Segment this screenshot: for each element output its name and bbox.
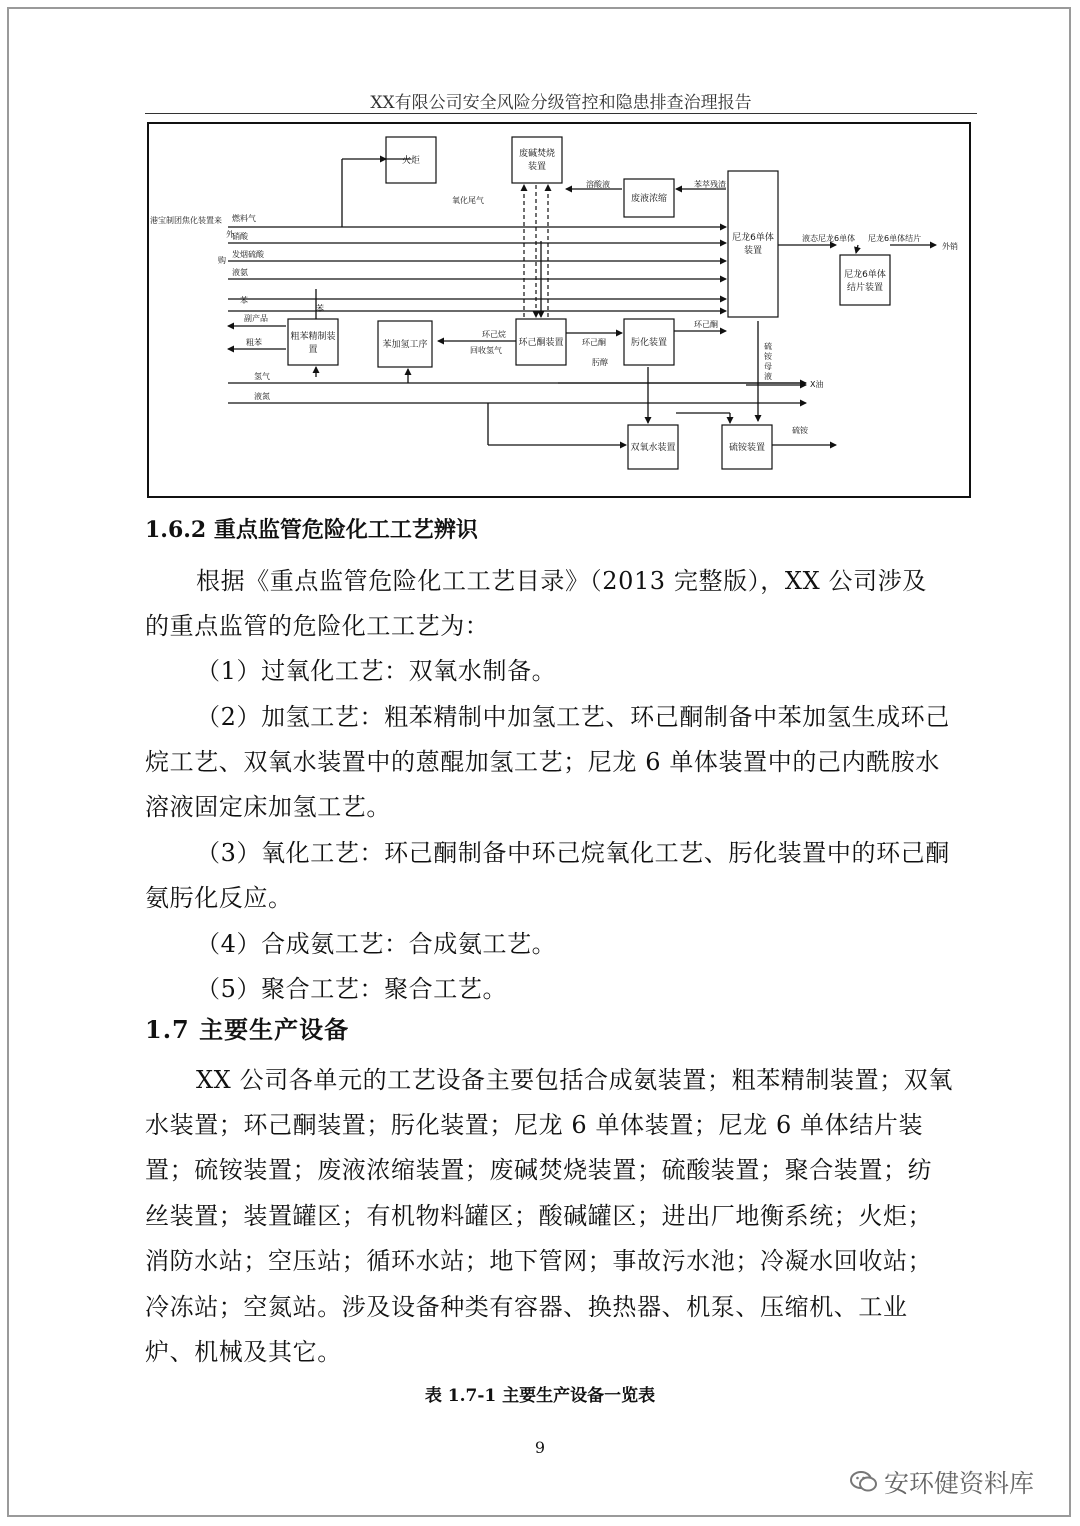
equipment-line-4: 丝装置；装置罐区；有机物料罐区；酸碱罐区；进出厂地衡系统；火炬； <box>145 1202 933 1230</box>
label-acid-3: 母 <box>764 362 772 371</box>
equipment-line-2: 水装置；环己酮装置；肟化装置；尼龙 6 单体装置；尼龙 6 单体结片装 <box>145 1111 924 1139</box>
item-1: （1）过氧化工艺：双氧水制备。 <box>196 657 557 685</box>
label-source2: 外 <box>226 230 234 239</box>
waste-alkali-label-1: 废碱焚烧 <box>518 149 556 159</box>
item-3-line-1: （3）氧化工艺：环己酮制备中环己烷氧化工艺、肟化装置中的环己酮 <box>196 839 950 867</box>
nylon-chip-label-1: 尼龙6单体 <box>844 270 886 280</box>
oxime-label: 肟化装置 <box>630 338 668 348</box>
label-monomer-liquid: 液态尼龙6单体 <box>802 234 856 243</box>
label-benzene2: 苯 <box>316 304 324 313</box>
equipment-line-5: 消防水站；空压站；循环水站；地下管网；事故污水池；冷凝水回收站； <box>145 1247 933 1275</box>
label-phenol: 肟醇 <box>592 358 608 367</box>
label-acid-2: 铵 <box>764 352 772 361</box>
label-export: 外销 <box>942 242 958 251</box>
nylon-monomer-label-2: 装置 <box>743 246 763 256</box>
item-5: （5）聚合工艺：聚合工艺。 <box>196 975 508 1003</box>
item-4: （4）合成氨工艺：合成氨工艺。 <box>196 930 557 958</box>
label-ammonia: 液氨 <box>232 268 248 277</box>
cyclohexanone-label: 环己酮装置 <box>518 338 564 348</box>
intro-line-1: 根据《重点监管危险化工工艺目录》（2013 完整版），XX 公司涉及 <box>196 567 927 595</box>
wechat-icon <box>850 1470 878 1494</box>
nylon-monomer-box <box>728 171 778 317</box>
watermark <box>850 1464 1034 1500</box>
label-cyclohexanone2: 环己酮 <box>582 338 606 347</box>
item-2-line-2: 烷工艺、双氧水装置中的蒽醌加氢工艺；尼龙 6 单体装置中的己内酰胺水 <box>145 748 940 776</box>
section-1-6-2-heading: 1.6.2 重点监管危险化工工艺辨识 <box>145 517 478 543</box>
header-rule <box>145 113 977 114</box>
nylon-chip-label-2: 结片装置 <box>846 283 884 293</box>
table-caption: 表 1.7-1 主要生产设备一览表 <box>424 1386 656 1406</box>
equipment-line-1: XX 公司各单元的工艺设备主要包括合成氨装置；粗苯精制装置；双氧 <box>196 1066 953 1094</box>
equipment-line-3: 置；硫铵装置；废液浓缩装置；废碱焚烧装置；硫酸装置；聚合装置；纺 <box>145 1156 933 1184</box>
label-crude-benzene: 粗苯 <box>246 338 262 347</box>
process-flow-diagram <box>146 121 972 499</box>
benzene-refine-label-1: 粗苯精制装 <box>290 332 336 342</box>
label-source: 港宝制团焦化装置来 <box>150 216 222 225</box>
label-fuel-gas: 燃料气 <box>232 214 256 223</box>
benzene-refine-box <box>288 319 338 365</box>
label-waste-water: 溶酸液 <box>586 180 610 189</box>
label-ammonium-out: 硫铵 <box>792 426 808 435</box>
equipment-line-6: 冷冻站；空氮站。涉及设备种类有容器、换热器、机泵、压缩机、工业 <box>145 1293 908 1321</box>
label-recycle-h: 回收氢气 <box>470 346 502 355</box>
item-3-line-2: 氨肟化反应。 <box>145 884 293 912</box>
page-number: 9 <box>534 1438 546 1457</box>
nylon-monomer-label-1: 尼龙6单体 <box>732 233 774 243</box>
label-oxidation-tail: 氧化尾气 <box>452 196 484 205</box>
waste-alkali-box <box>512 137 562 183</box>
label-benzene: 苯 <box>240 296 248 305</box>
running-header: XX有限公司安全风险分级管控和隐患排查治理报告 <box>370 93 752 113</box>
item-2-line-3: 溶液固定床加氢工艺。 <box>145 793 391 821</box>
label-cyclohexane: 环己烷 <box>482 330 506 339</box>
waste-alkali-label-2: 装置 <box>527 162 547 172</box>
label-nitric: 硝酸 <box>232 232 248 241</box>
label-hydrogen: 氢气 <box>254 372 270 381</box>
label-chip-out: 尼龙6单体结片 <box>868 234 922 243</box>
intro-line-2: 的重点监管的危险化工工艺为： <box>145 612 490 640</box>
section-1-7-heading: 1.7 主要生产设备 <box>145 1015 350 1044</box>
watermark-text: 安环健资料库 <box>884 1469 1035 1498</box>
benzene-refine-label-2: 置 <box>308 345 318 355</box>
label-acid-4: 液 <box>764 372 772 381</box>
hydrogen-peroxide-label: 双氧水装置 <box>630 443 676 453</box>
item-2-line-1: （2）加氢工艺：粗苯精制中加氢工艺、环己酮制备中苯加氢生成环己 <box>196 703 950 731</box>
label-cyclohexanone3: 环己酮 <box>694 320 718 329</box>
label-sulfuric: 发烟硫酸 <box>232 250 264 259</box>
torch-label: 火炬 <box>401 156 421 166</box>
waste-liquid-label: 废液浓缩 <box>630 194 668 204</box>
equipment-line-7: 炉、机械及其它。 <box>145 1338 342 1366</box>
nylon-chip-box <box>840 255 890 305</box>
label-to: 购 <box>218 256 226 265</box>
label-acid-1: 硫 <box>764 342 772 351</box>
ammonium-sulfate-label: 硫铵装置 <box>728 443 766 453</box>
to-chip <box>856 245 858 253</box>
label-x-oil: X油 <box>810 380 824 389</box>
label-benzene-residue: 苯萃残渣 <box>694 180 726 189</box>
label-nitrogen: 液氮 <box>254 392 270 401</box>
benzene-hydro-label: 苯加氢工序 <box>382 340 428 350</box>
label-byproduct: 副产品 <box>244 314 268 323</box>
